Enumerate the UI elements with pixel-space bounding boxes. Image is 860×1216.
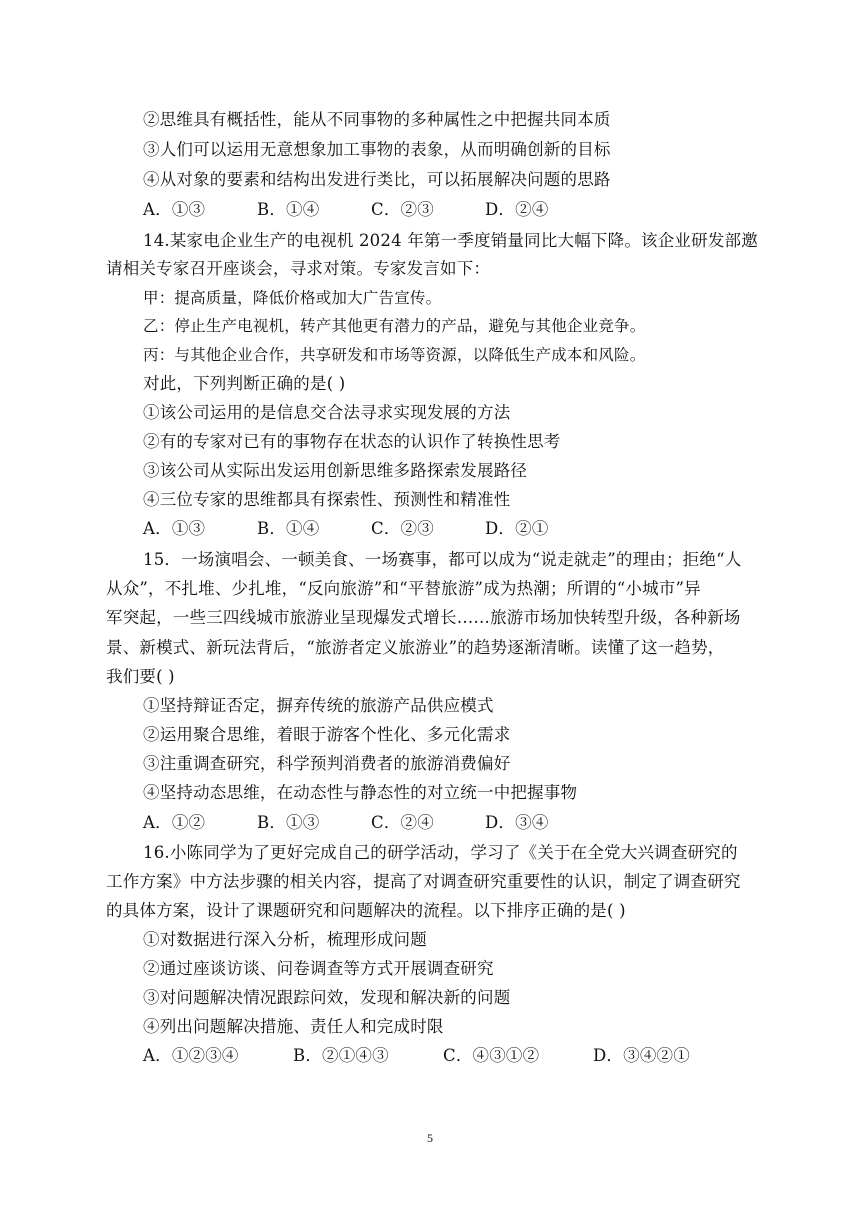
q14-option-b: B．①④ [257,519,320,538]
q16-stem-line-2: 工作方案》中方法步骤的相关内容，提高了对调查研究重要性的认识，制定了调查研究 [106,872,741,891]
q15-item-2: ②运用聚合思维，着眼于游客个性化、多元化需求 [143,725,511,744]
q13-option-d: D．②④ [485,200,549,219]
q15-stem-line-3: 军突起，一些三四线城市旅游业呈现爆发式增长……旅游市场加快转型升级，各种新场 [106,608,741,627]
q15-option-d: D．③④ [485,813,549,832]
q15-option-b: B．①③ [257,813,320,832]
q16-options [143,1046,793,1066]
q14-stem-line-2: 请相关专家召开座谈会，寻求对策。专家发言如下： [106,259,491,278]
q16-item-2: ②通过座谈访谈、问卷调查等方式开展调查研究 [143,959,494,978]
q15-option-a: A．①② [143,813,206,832]
q14-item-4: ④三位专家的思维都具有探索性、预测性和精准性 [143,490,511,509]
q13-item-2: ②思维具有概括性，能从不同事物的多种属性之中把握共同本质 [143,110,611,129]
q14-options [143,519,793,539]
page-number: 5 [427,1131,433,1145]
q16-item-4: ④列出问题解决措施、责任人和完成时限 [143,1017,444,1036]
q16-stem-line-1: 16.小陈同学为了更好完成自己的研学活动，学习了《关于在全党大兴调查研究的 [143,843,738,862]
q14-item-2: ②有的专家对已有的事物存在状态的认识作了转换性思考 [143,432,561,451]
q16-item-1: ①对数据进行深入分析，梳理形成问题 [143,930,427,949]
q14-option-c: C．②③ [371,519,434,538]
q14-question: 对此，下列判断正确的是( ) [143,374,346,393]
q14-speech-jia: 甲：提高质量，降低价格或加大广告宣传。 [143,289,442,307]
q15-item-4: ④坚持动态思维，在动态性与静态性的对立统一中把握事物 [143,783,578,802]
q16-stem-line-3: 的具体方案，设计了课题研究和问题解决的流程。以下排序正确的是( ) [106,901,626,920]
q13-options [143,200,793,220]
q15-options [143,813,793,833]
q13-item-3: ③人们可以运用无意想象加工事物的表象，从而明确创新的目标 [143,140,611,159]
q14-item-3: ③该公司从实际出发运用创新思维多路探索发展路径 [143,461,528,480]
q13-option-c: C．②③ [371,200,434,219]
q15-item-1: ①坚持辩证否定，摒弃传统的旅游产品供应模式 [143,696,494,715]
q14-option-d: D．②① [485,519,549,538]
q13-item-4: ④从对象的要素和结构出发进行类比，可以拓展解决问题的思路 [143,170,611,189]
q15-stem-line-5: 我们要( ) [106,667,175,686]
q14-stem-line-1: 14.某家电企业生产的电视机 2024 年第一季度销量同比大幅下降。该企业研发部邀 [143,231,758,250]
q16-option-b: B．②①④③ [293,1046,389,1065]
q15-stem-line-4: 景、新模式、新玩法背后，“旅游者定义旅游业”的趋势逐渐清晰。读懂了这一趋势， [106,638,725,657]
q15-stem-line-1: 15．一场演唱会、一顿美食、一场赛事，都可以成为“说走就走”的理由；拒绝“人 [143,550,742,569]
q14-option-a: A．①③ [143,519,206,538]
q16-option-d: D．③④②① [593,1046,690,1065]
q16-option-a: A．①②③④ [143,1046,239,1065]
q15-item-3: ③注重调查研究，科学预判消费者的旅游消费偏好 [143,754,511,773]
q14-speech-bing: 丙：与其他企业合作，共享研发和市场等资源，以降低生产成本和风险。 [143,346,646,364]
q16-option-c: C．④③①② [443,1046,540,1065]
q13-option-b: B．①④ [257,200,320,219]
q13-option-a: A．①③ [143,200,206,219]
q15-option-c: C．②④ [371,813,434,832]
q15-stem-line-2: 从众”，不扎堆、少扎堆，“反向旅游”和“平替旅游”成为热潮；所谓的“小城市”异 [106,579,701,598]
q16-item-3: ③对问题解决情况跟踪问效，发现和解决新的问题 [143,988,511,1007]
q14-speech-yi: 乙：停止生产电视机，转产其他更有潜力的产品，避免与其他企业竞争。 [143,317,646,335]
q14-item-1: ①该公司运用的是信息交合法寻求实现发展的方法 [143,403,511,422]
